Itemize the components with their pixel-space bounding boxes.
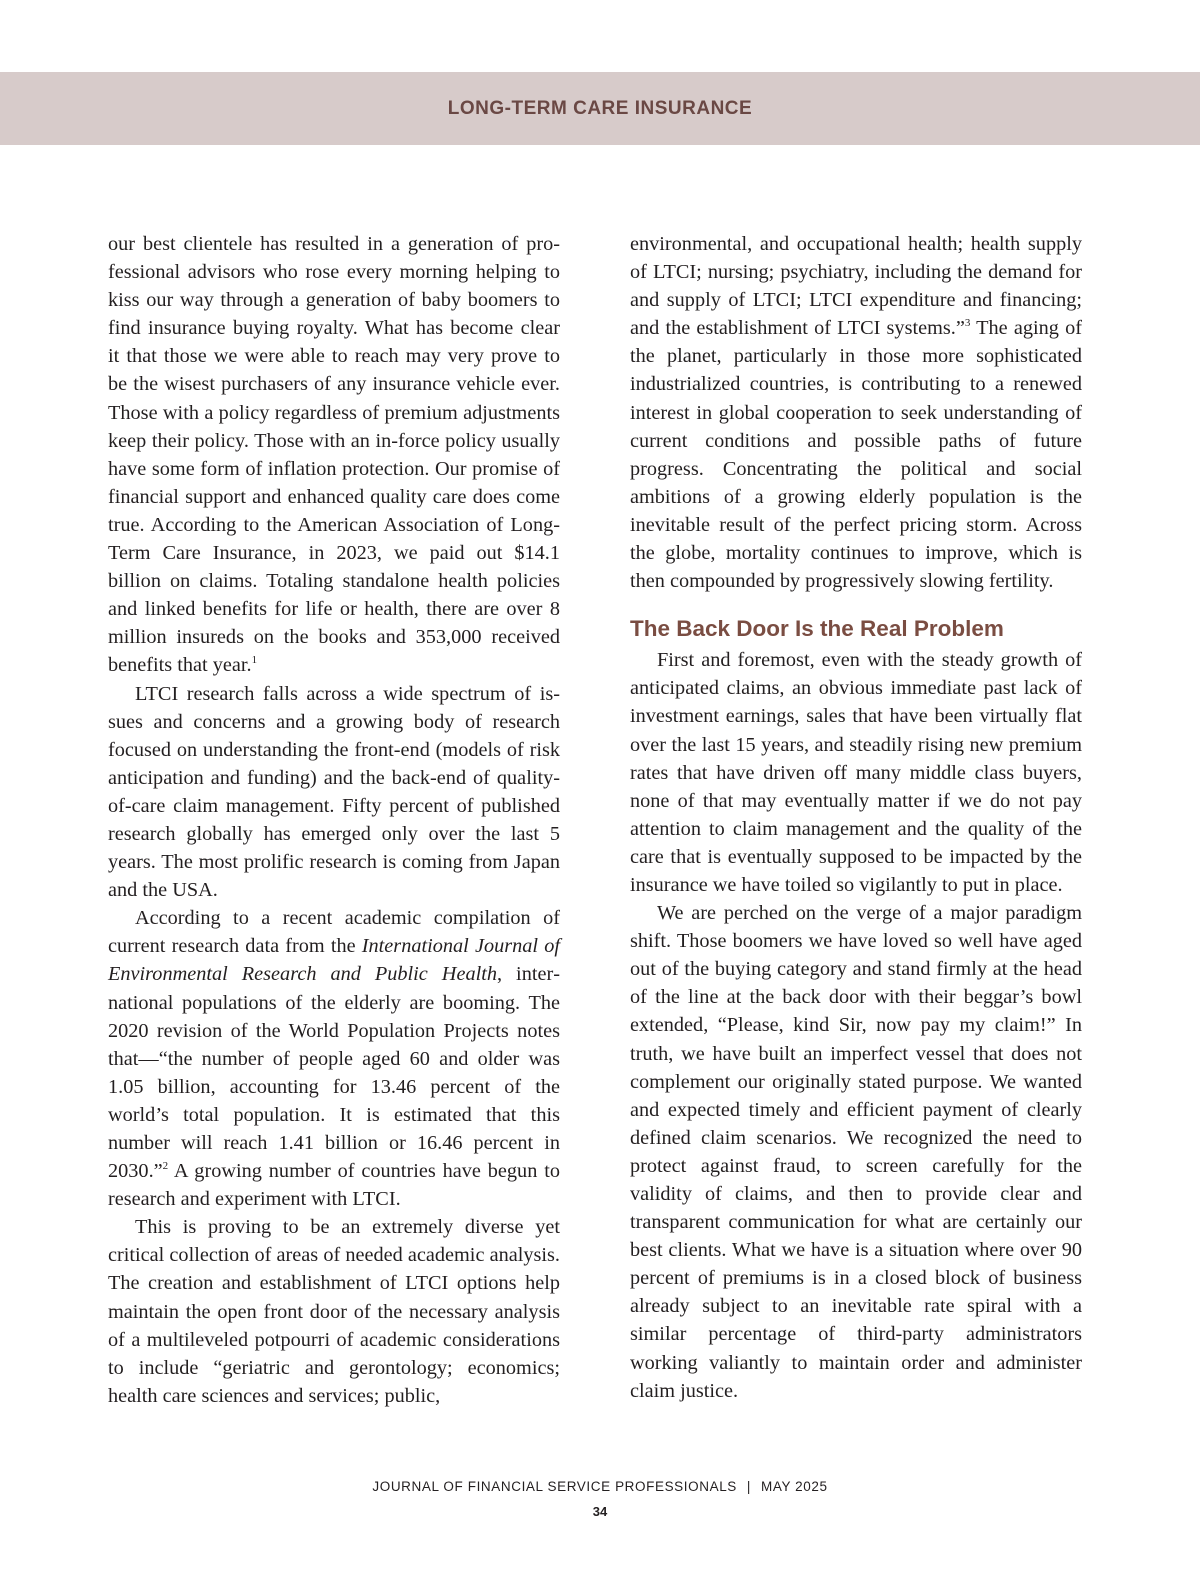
body-paragraph [108,230,560,680]
body-paragraph [108,904,560,1213]
page-number: 34 [592,1504,608,1519]
paragraph-text: environmental, and occupational health; health supply of LTCI; nursing; psychiatry, including the demand for and supply of LTCI; LTCI expenditure and financing; and the establishment of LTCI systems.” [630,233,1082,340]
page-footer [0,1478,1200,1519]
section-title: LONG-TERM CARE INSURANCE [447,97,753,119]
body-paragraph: This is proving to be an extremely diverse yet critical collection of areas of needed academic analysis. The creation and establishment of LTCI options help maintain the open front door of the necessary analysis of a multileveled potpourri of academic considerations to include “geriatric and gerontology; economics; health care sciences and services; public, [108,1216,560,1407]
footnote-ref: 3 [964,317,971,330]
footer-line [0,1478,1200,1496]
body-paragraph: We are perched on the verge of a major paradigm shift. Those boomers we have loved so well have aged out of the buying category and stand firmly at the head of the line at the back door with their beggar’s bowl extended, “Please, kind Sir, now pay my claim!” In truth, we have built an imperfect vessel that does not complement our originally stated purpose. We wanted and expected timely and efficient payment of clearly defined claim scenarios. We recognized the need to protect against fraud, to screen carefully for the validity of claims, and then to provide clear and transparent communication for what are certainly our best clients. What we have is a situation where over 90 percent of premiums is in a closed block of business already subject to an inevitable rate spiral with a similar percentage of third-party administrators working valiantly to maintain order and administer claim justice. [630,902,1082,1402]
issue-date: MAY 2025 [761,1479,828,1494]
footnote-ref: 2 [162,1160,169,1173]
section-heading: The Back Door Is the Real Problem [630,616,1004,642]
body-paragraph: LTCI research falls across a wide spectrum of issues and concerns and a growing body of research focused on understanding the front-end (models of risk anticipation and funding) and the back-end of quality-of-care claim management. Fifty percent of published research globally has emerged only over the last 5 years. The most prolific research is coming from Japan and the USA. [108,682,560,902]
paragraph-text: A growing number of countries have begun to research and experiment with LTCI. [108,1160,560,1211]
paragraph-text: The aging of the planet, particularly in those more sophisticated industrialized countries, is contributing to a renewed interest in global cooperation to seek understanding of current conditions and possible paths of future progress. Concentrating the political and social ambitions of a growing elderly population is the inevitable result of the perfect pricing storm. Across the globe, mortality continues to improve, which is then compounded by progressively slowing fertility. [630,317,1082,593]
footer-separator: | [746,1479,752,1494]
journal-title: International Journal of Environmental Research and Public Health [108,935,560,986]
paragraph-text: , international populations of the elderly are booming. The 2020 revision of the World Population Projects notes that—“the number of people aged 60 and older was 1.05 billion, accounting for 13.46 percent of the world’s total population. It is estimated that this number will reach 1.41 billion or 16.46 percent in 2030.” [108,963,560,1183]
publication-name: JOURNAL OF FINANCIAL SERVICE PROFESSIONALS [372,1479,737,1494]
footnote-ref: 1 [251,654,258,667]
paragraph-text: our best clientele has resulted in a generation of professional advisors who rose every morning helping to kiss our way through a generation of baby boomers to find insurance buying royalty. What has become clear it that those we were able to reach may very prove to be the wisest purchasers of any insurance vehicle ever. Those with a policy regardless of premium adjustments keep their policy. Those with an in-force policy usually have some form of inflation protection. Our promise of financial support and enhanced quality care does come true. According to the American Association of Long-Term Care Insurance, in 2023, we paid out $14.1 billion on claims. Totaling standalone health policies and linked benefits for life or health, there are over 8 million insureds on the books and 353,000 received benefits that year. [108,233,560,677]
left-column [108,230,560,1410]
body-paragraph [630,230,1082,595]
paragraph-text: According to a recent academic compilation of current research data from the [108,907,560,958]
right-column [630,230,1082,1405]
body-paragraph: First and foremost, even with the steady growth of anticipated claims, an obvious immediate past lack of investment earnings, sales that have been virtually flat over the last 15 years, and steadily rising new premium rates that have driven off many middle class buyers, none of that may eventually matter if we do not pay attention to claim management and the quality of the care that is eventually supposed to be impacted by the insurance we have toiled so vigilantly to put in place. [630,649,1082,896]
section-banner [0,72,1200,145]
